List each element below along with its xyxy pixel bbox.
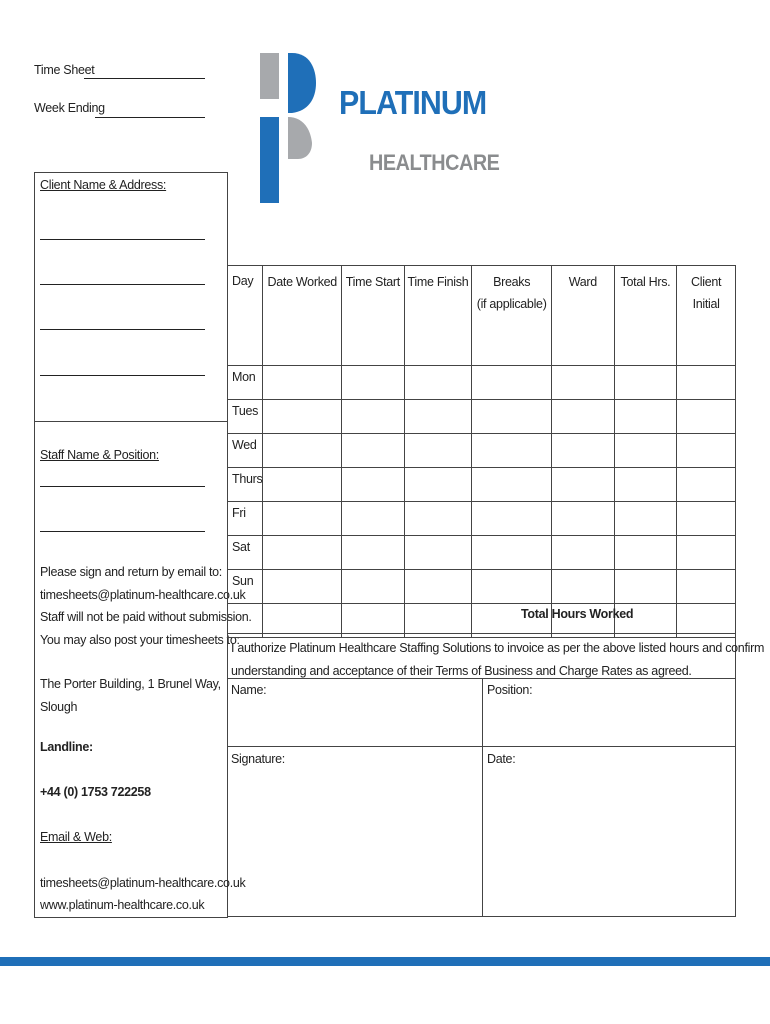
client-name-address-label: Client Name & Address: — [40, 178, 167, 192]
breaks-cell[interactable] — [472, 570, 552, 604]
col-date-worked-header — [263, 266, 342, 366]
authorization-line: understanding and acceptance of their Terms of Business and Charge Rates as agreed. — [231, 663, 692, 678]
ward-cell[interactable] — [552, 536, 615, 570]
client-initial-cell[interactable] — [677, 502, 736, 536]
ward-cell[interactable] — [552, 366, 615, 400]
logo-brand-text: PLATINUM — [339, 84, 487, 121]
instruction-line: You may also post your timesheets to: — [40, 632, 240, 647]
logo-mark-icon — [258, 53, 518, 205]
website-link[interactable]: www.platinum-healthcare.co.uk — [40, 898, 205, 912]
date-worked-cell[interactable] — [263, 400, 342, 434]
table-row — [228, 502, 736, 536]
date-worked-cell[interactable] — [263, 536, 342, 570]
date-worked-cell[interactable] — [263, 502, 342, 536]
total-hrs-cell[interactable] — [614, 536, 677, 570]
client-initial-cell[interactable] — [677, 400, 736, 434]
day-cell: Tues — [228, 400, 263, 434]
col-client-text: Client — [691, 275, 722, 289]
breaks-cell[interactable] — [472, 434, 552, 468]
email-web-label: Email & Web: — [40, 830, 112, 844]
address-line: The Porter Building, 1 Brunel Way, — [40, 677, 221, 691]
col-time-finish-header — [404, 266, 472, 366]
col-total-hrs-text: Total Hrs. — [620, 275, 671, 289]
total-hours-row — [227, 603, 736, 634]
client-address-line-2[interactable] — [40, 284, 205, 285]
day-cell: Sun — [228, 570, 263, 604]
total-hours-label: Total Hours Worked — [521, 607, 634, 621]
total-hrs-cell[interactable] — [614, 434, 677, 468]
day-cell: Wed — [228, 434, 263, 468]
signature-field[interactable] — [228, 770, 480, 914]
col-breaks-header — [472, 266, 552, 366]
col-time-finish-text: Time Finish — [407, 275, 469, 289]
week-ending-label — [34, 101, 105, 115]
time-finish-cell[interactable] — [404, 502, 472, 536]
staff-position-line[interactable] — [40, 531, 205, 532]
day-cell: Fri — [228, 502, 263, 536]
time-sheet-field[interactable] — [84, 78, 205, 79]
staff-name-line[interactable] — [40, 486, 205, 487]
return-instructions — [40, 561, 252, 651]
time-start-cell[interactable] — [342, 400, 405, 434]
date-label: Date: — [487, 752, 516, 766]
breaks-cell[interactable] — [472, 536, 552, 570]
ward-cell[interactable] — [552, 434, 615, 468]
ward-cell[interactable] — [552, 502, 615, 536]
breaks-cell[interactable] — [472, 400, 552, 434]
authorization-statement — [231, 637, 764, 682]
col-day-header — [228, 266, 263, 366]
breaks-cell[interactable] — [472, 468, 552, 502]
col-date-worked-text: Date Worked — [267, 275, 337, 289]
col-breaks-text: Breaks — [493, 275, 531, 289]
date-worked-cell[interactable] — [263, 366, 342, 400]
footer-bar — [0, 957, 770, 966]
platinum-healthcare-logo — [258, 53, 518, 205]
col-breaks-subtext: (if applicable) — [476, 297, 547, 311]
day-cell: Mon — [228, 366, 263, 400]
ward-cell[interactable] — [552, 468, 615, 502]
col-client-initial-header — [677, 266, 736, 366]
table-row — [228, 434, 736, 468]
left-panel-divider — [34, 421, 227, 422]
client-initial-cell[interactable] — [677, 536, 736, 570]
time-sheet-label-text: Time Sheet — [34, 63, 95, 77]
instruction-line: Staff will not be paid without submission. — [40, 610, 252, 624]
client-initial-cell[interactable] — [677, 434, 736, 468]
day-cell: Sat — [228, 536, 263, 570]
total-hrs-cell[interactable] — [614, 502, 677, 536]
instruction-line: timesheets@platinum-healthcare.co.uk — [40, 587, 246, 602]
time-finish-cell[interactable] — [404, 366, 472, 400]
position-label: Position: — [487, 683, 533, 697]
name-field[interactable] — [228, 700, 480, 744]
total-hrs-cell[interactable] — [614, 366, 677, 400]
instruction-line: Please sign and return by email to: — [40, 565, 222, 579]
landline-number[interactable]: +44 (0) 1753 722258 — [40, 785, 151, 799]
col-time-start-text: Time Start — [345, 275, 400, 289]
client-initial-cell[interactable] — [677, 570, 736, 604]
time-start-cell[interactable] — [342, 366, 405, 400]
time-finish-cell[interactable] — [404, 536, 472, 570]
col-total-hrs-header — [614, 266, 677, 366]
time-start-cell[interactable] — [342, 570, 405, 604]
week-ending-label-text: Week Ending — [34, 101, 105, 115]
table-header-row — [228, 266, 736, 366]
table-row — [228, 468, 736, 502]
col-ward-header — [552, 266, 615, 366]
day-cell: Thurs — [228, 468, 263, 502]
client-initial-cell[interactable] — [677, 366, 736, 400]
client-address-line-3[interactable] — [40, 329, 205, 330]
date-worked-cell[interactable] — [263, 570, 342, 604]
email-link[interactable]: timesheets@platinum-healthcare.co.uk — [40, 876, 246, 890]
authorization-line: I authorize Platinum Healthcare Staffing Solutions to invoice as per the above listed hours and confirm — [231, 641, 765, 655]
breaks-cell[interactable] — [472, 366, 552, 400]
col-client-subtext: Initial — [692, 297, 720, 311]
time-finish-cell[interactable] — [404, 400, 472, 434]
staff-name-position-label: Staff Name & Position: — [40, 448, 159, 462]
col-time-start-header — [342, 266, 405, 366]
col-day-header-text: Day — [232, 274, 254, 288]
table-row — [228, 536, 736, 570]
ward-cell[interactable] — [552, 570, 615, 604]
logo-sub-text: HEALTHCARE — [369, 150, 500, 175]
signature-label: Signature: — [231, 752, 285, 766]
position-field[interactable] — [484, 700, 734, 744]
time-start-cell[interactable] — [342, 502, 405, 536]
ward-cell[interactable] — [552, 400, 615, 434]
col-ward-text: Ward — [568, 275, 597, 289]
name-label: Name: — [231, 683, 267, 697]
client-initial-cell[interactable] — [677, 468, 736, 502]
time-start-cell[interactable] — [342, 468, 405, 502]
postal-address — [40, 673, 221, 718]
time-finish-cell[interactable] — [404, 434, 472, 468]
time-finish-cell[interactable] — [404, 570, 472, 604]
date-worked-cell[interactable] — [263, 434, 342, 468]
hours-table — [227, 265, 736, 638]
table-row — [228, 400, 736, 434]
total-hrs-cell[interactable] — [614, 570, 677, 604]
total-hrs-cell[interactable] — [614, 468, 677, 502]
week-ending-field[interactable] — [95, 117, 205, 118]
client-address-line-1[interactable] — [40, 239, 205, 240]
date-field[interactable] — [484, 770, 734, 914]
auth-divider-vertical — [482, 678, 483, 916]
table-row — [228, 570, 736, 604]
time-finish-cell[interactable] — [404, 468, 472, 502]
total-hrs-cell[interactable] — [614, 400, 677, 434]
table-row — [228, 366, 736, 400]
time-start-cell[interactable] — [342, 536, 405, 570]
time-sheet-label — [34, 63, 94, 77]
date-worked-cell[interactable] — [263, 468, 342, 502]
address-line: Slough — [40, 699, 78, 714]
landline-label: Landline: — [40, 740, 93, 754]
client-address-line-4[interactable] — [40, 375, 205, 376]
breaks-cell[interactable] — [472, 502, 552, 536]
time-start-cell[interactable] — [342, 434, 405, 468]
